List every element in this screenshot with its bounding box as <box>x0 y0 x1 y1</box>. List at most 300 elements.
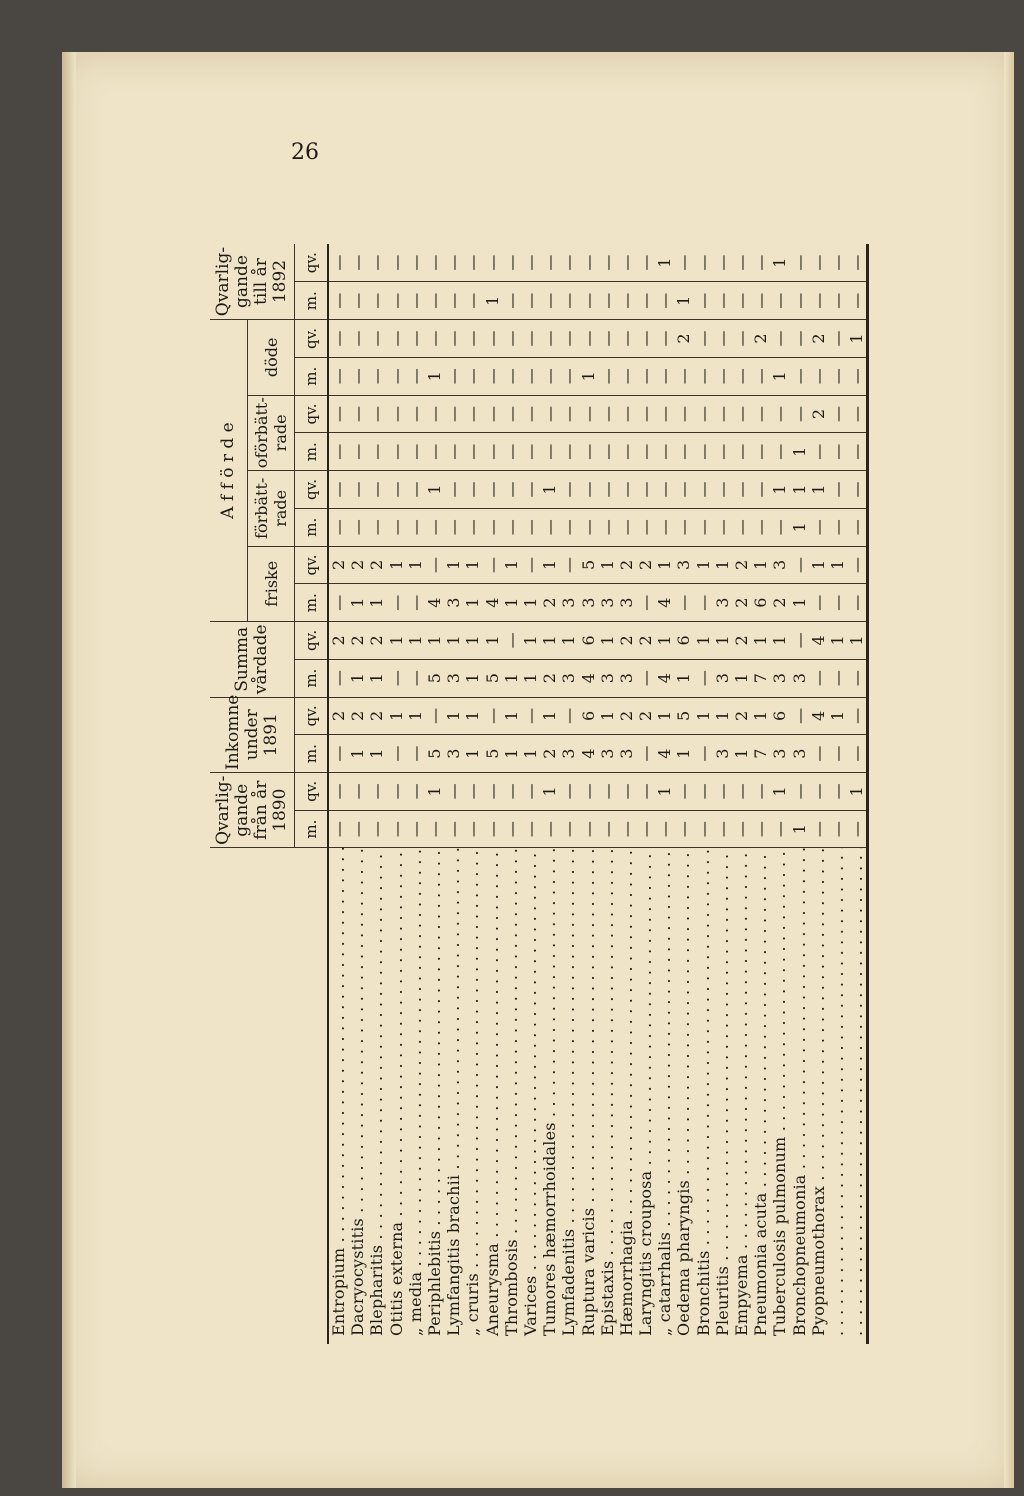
table-cell: 1 <box>502 735 521 773</box>
table-cell: — <box>636 433 655 471</box>
table-cell: 2 <box>367 622 386 660</box>
diagnosis-label: „ cruris <box>463 1273 483 1336</box>
header-diagnosis-blank <box>210 848 328 1344</box>
table-cell: 1 <box>655 546 674 584</box>
table-row <box>463 244 482 1344</box>
table-cell: — <box>694 320 713 358</box>
table-cell: — <box>578 471 597 509</box>
table-cell: — <box>674 773 693 811</box>
table-cell: 2 <box>636 546 655 584</box>
table-cell: 3 <box>617 735 636 773</box>
table-cell: — <box>655 320 674 358</box>
table-cell: — <box>674 471 693 509</box>
table-cell: 1 <box>790 471 809 509</box>
table-cell: — <box>578 320 597 358</box>
table-cell: — <box>521 282 540 320</box>
table-cell: 3 <box>559 735 578 773</box>
table-cell: — <box>598 357 617 395</box>
table-cell: — <box>348 773 367 811</box>
table-cell: — <box>790 244 809 282</box>
table-cell: — <box>406 320 425 358</box>
table-cell: 1 <box>770 244 789 282</box>
table-cell: — <box>540 282 559 320</box>
diagnosis-label: Laryngitis crouposa <box>636 1170 656 1336</box>
diagnosis-label: Lymfangitis brachii <box>444 1174 464 1336</box>
table-cell: — <box>406 357 425 395</box>
table-cell: — <box>713 244 732 282</box>
table-cell: — <box>636 320 655 358</box>
table-cell: 1 <box>770 622 789 660</box>
table-cell: — <box>502 622 521 660</box>
table-cell: — <box>463 395 482 433</box>
table-cell: 1 <box>770 471 789 509</box>
diagnosis-name <box>367 848 386 1344</box>
diagnosis-label: Entropium <box>329 1247 349 1336</box>
table-cell: 1 <box>521 659 540 697</box>
table-cell: — <box>387 433 406 471</box>
unit-m: m. <box>295 433 329 471</box>
table-cell: — <box>809 244 828 282</box>
table-cell: 5 <box>674 697 693 735</box>
unit-m: m. <box>295 735 329 773</box>
table-cell: 1 <box>847 773 868 811</box>
table-cell: — <box>387 320 406 358</box>
table-cell: — <box>406 508 425 546</box>
table-cell: — <box>828 471 847 509</box>
table-cell: — <box>367 471 386 509</box>
table-row <box>348 244 367 1344</box>
table-cell: 7 <box>751 735 770 773</box>
diagnosis-name <box>444 848 463 1344</box>
table-cell: — <box>694 357 713 395</box>
table-cell: — <box>655 433 674 471</box>
diagnosis-name <box>732 848 751 1344</box>
table-cell: — <box>713 282 732 320</box>
table-cell: — <box>828 584 847 622</box>
table-cell: — <box>790 622 809 660</box>
diagnosis-name <box>387 848 406 1344</box>
table-cell: — <box>328 433 348 471</box>
table-cell: — <box>617 244 636 282</box>
table-cell: 2 <box>636 622 655 660</box>
table-cell: — <box>694 471 713 509</box>
table-cell: — <box>540 357 559 395</box>
table-cell: — <box>751 244 770 282</box>
table-cell: — <box>847 659 868 697</box>
table-cell: — <box>674 357 693 395</box>
table-cell: — <box>713 810 732 848</box>
table-cell: — <box>598 773 617 811</box>
table-cell: — <box>770 508 789 546</box>
table-cell: 1 <box>463 697 482 735</box>
table-cell: 1 <box>694 546 713 584</box>
table-cell: 1 <box>502 584 521 622</box>
table-cell: — <box>751 357 770 395</box>
table-cell: — <box>328 320 348 358</box>
table-cell: — <box>425 320 444 358</box>
table-cell: 2 <box>732 584 751 622</box>
table-cell: — <box>598 244 617 282</box>
table-cell: — <box>328 244 348 282</box>
table-cell: — <box>483 471 502 509</box>
table-cell: — <box>694 508 713 546</box>
table-cell: 2 <box>809 320 828 358</box>
table-row <box>559 244 578 1344</box>
table-cell: 2 <box>367 697 386 735</box>
table-cell: 6 <box>751 584 770 622</box>
table-cell: — <box>559 433 578 471</box>
table-cell: — <box>578 433 597 471</box>
table-cell: — <box>540 508 559 546</box>
table-cell: 2 <box>636 697 655 735</box>
table-cell: — <box>828 395 847 433</box>
table-cell: 1 <box>367 659 386 697</box>
diagnosis-name <box>521 848 540 1344</box>
table-cell: 2 <box>540 659 559 697</box>
table-cell: — <box>770 395 789 433</box>
table-cell: — <box>674 244 693 282</box>
table-cell: — <box>751 471 770 509</box>
table-cell: — <box>617 282 636 320</box>
table-cell: 2 <box>732 622 751 660</box>
table-cell: — <box>732 471 751 509</box>
table-cell: — <box>847 735 868 773</box>
table-cell: 3 <box>713 659 732 697</box>
table-cell: — <box>521 471 540 509</box>
table-row <box>483 244 502 1344</box>
table-cell: 3 <box>598 584 617 622</box>
diagnosis-name <box>770 848 789 1344</box>
table-cell: — <box>483 357 502 395</box>
table-cell: — <box>713 395 732 433</box>
table-cell: — <box>713 773 732 811</box>
diagnosis-label: Periphlebitis <box>425 1230 445 1336</box>
diagnosis-name <box>328 848 348 1344</box>
diagnosis-name <box>425 848 444 1344</box>
table-cell: 4 <box>578 735 597 773</box>
table-cell: — <box>406 244 425 282</box>
table-cell: — <box>521 773 540 811</box>
table-cell: — <box>425 508 444 546</box>
table-cell: — <box>444 773 463 811</box>
table-cell: — <box>348 395 367 433</box>
table-cell: — <box>483 320 502 358</box>
page-number: 26 <box>291 140 319 165</box>
diagnosis-label: Empyema <box>732 1254 752 1336</box>
table-cell: 2 <box>348 546 367 584</box>
table-cell: — <box>790 320 809 358</box>
table-cell: 1 <box>790 433 809 471</box>
table-cell: — <box>790 357 809 395</box>
table-row <box>406 244 425 1344</box>
table-cell: — <box>559 810 578 848</box>
table-cell: — <box>809 282 828 320</box>
table-cell: 1 <box>655 244 674 282</box>
table-cell: 1 <box>502 546 521 584</box>
table-cell: 4 <box>809 697 828 735</box>
table-cell: — <box>828 508 847 546</box>
table-cell: — <box>598 282 617 320</box>
table-cell: — <box>578 508 597 546</box>
table-cell: — <box>578 810 597 848</box>
table-cell: — <box>636 244 655 282</box>
table-cell: — <box>483 508 502 546</box>
table-cell: — <box>598 433 617 471</box>
table-cell: — <box>790 282 809 320</box>
diagnosis-name <box>674 848 693 1344</box>
table-cell: — <box>847 357 868 395</box>
table-cell: — <box>444 320 463 358</box>
table-cell: — <box>328 471 348 509</box>
table-cell: 3 <box>617 659 636 697</box>
table-cell: 5 <box>425 735 444 773</box>
table-cell: — <box>847 810 868 848</box>
table-cell: 3 <box>770 735 789 773</box>
table-cell: 1 <box>540 773 559 811</box>
table-cell: — <box>617 395 636 433</box>
table-cell: 2 <box>328 546 348 584</box>
table-cell: — <box>751 773 770 811</box>
table-row <box>694 244 713 1344</box>
table-cell: — <box>367 282 386 320</box>
table-cell: — <box>387 810 406 848</box>
table-cell: — <box>598 320 617 358</box>
table-cell: — <box>367 395 386 433</box>
diagnosis-name <box>694 848 713 1344</box>
diagnosis-label: Pneumonia acuta <box>751 1192 771 1336</box>
table-row <box>444 244 463 1344</box>
table-cell: — <box>790 773 809 811</box>
table-cell: — <box>521 395 540 433</box>
table-cell: — <box>790 395 809 433</box>
table-cell: — <box>847 244 868 282</box>
table-cell: 5 <box>483 735 502 773</box>
table-cell: — <box>598 471 617 509</box>
unit-m: m. <box>295 508 329 546</box>
diagnosis-label: Oedema pharyngis <box>674 1180 694 1336</box>
table-cell: — <box>406 395 425 433</box>
table-cell: — <box>809 659 828 697</box>
table-cell: 1 <box>425 471 444 509</box>
table-cell: — <box>463 508 482 546</box>
table-cell: 3 <box>578 584 597 622</box>
table-cell: 6 <box>578 622 597 660</box>
table-cell: — <box>348 433 367 471</box>
table-cell: 1 <box>598 546 617 584</box>
table-cell: — <box>502 244 521 282</box>
table-cell: 2 <box>617 622 636 660</box>
table-cell: — <box>559 282 578 320</box>
diagnosis-label: Pyopneumothorax <box>808 1185 828 1336</box>
table-cell: — <box>770 810 789 848</box>
table-cell: — <box>809 508 828 546</box>
diagnosis-name <box>502 848 521 1344</box>
table-cell: — <box>483 546 502 584</box>
unit-qv: qv. <box>295 320 329 358</box>
table-row <box>367 244 386 1344</box>
table-row <box>387 244 406 1344</box>
diagnosis-label: Lymfadenitis <box>559 1228 579 1336</box>
table-row <box>655 244 674 1344</box>
table-cell: — <box>425 433 444 471</box>
table-row <box>636 244 655 1344</box>
table-cell: — <box>328 773 348 811</box>
table-row <box>598 244 617 1344</box>
table-cell: — <box>387 282 406 320</box>
diagnosis-name <box>598 848 617 1344</box>
table-cell: — <box>636 471 655 509</box>
table-cell: — <box>770 282 789 320</box>
table-cell: 2 <box>732 697 751 735</box>
diagnosis-name <box>636 848 655 1344</box>
table-cell: — <box>406 773 425 811</box>
table-cell: — <box>847 471 868 509</box>
table-cell: 1 <box>770 357 789 395</box>
table-cell: — <box>502 395 521 433</box>
unit-m: m. <box>295 810 329 848</box>
table-cell: 1 <box>655 622 674 660</box>
table-cell: — <box>521 244 540 282</box>
table-cell: — <box>387 471 406 509</box>
table-cell: — <box>674 584 693 622</box>
table-cell: — <box>732 508 751 546</box>
table-cell: 1 <box>674 659 693 697</box>
table-cell: — <box>444 357 463 395</box>
table-cell: — <box>425 810 444 848</box>
table-cell: — <box>694 810 713 848</box>
table-cell: 3 <box>713 584 732 622</box>
table-cell: — <box>636 282 655 320</box>
table-cell: 1 <box>540 546 559 584</box>
table-cell: — <box>655 508 674 546</box>
table-cell: — <box>713 471 732 509</box>
diagnosis-name <box>713 848 732 1344</box>
table-cell: — <box>809 735 828 773</box>
table-cell: — <box>387 659 406 697</box>
table-cell: 3 <box>598 659 617 697</box>
table-row <box>617 244 636 1344</box>
table-row <box>770 244 789 1344</box>
table-cell: 3 <box>790 735 809 773</box>
table-cell: — <box>444 471 463 509</box>
table-cell: — <box>617 320 636 358</box>
table-cell: — <box>828 735 847 773</box>
table-cell: — <box>655 395 674 433</box>
table-cell: — <box>348 810 367 848</box>
table-row <box>540 244 559 1344</box>
unit-m: m. <box>295 357 329 395</box>
table-cell: — <box>732 244 751 282</box>
table-cell: 4 <box>655 584 674 622</box>
table-cell: — <box>348 357 367 395</box>
table-cell: 1 <box>367 735 386 773</box>
header-friske: friske <box>248 546 295 621</box>
table-cell: — <box>847 546 868 584</box>
diagnosis-label: Pleuritis <box>712 1266 732 1336</box>
table-cell: — <box>444 810 463 848</box>
page-binding-edge <box>62 52 76 1488</box>
table-cell: — <box>540 395 559 433</box>
table-cell: — <box>540 433 559 471</box>
table-cell: 3 <box>770 546 789 584</box>
table-cell: 1 <box>578 357 597 395</box>
table-cell: — <box>847 508 868 546</box>
table-cell: — <box>444 395 463 433</box>
table-cell: 1 <box>348 659 367 697</box>
table-cell: — <box>732 282 751 320</box>
table-cell: 2 <box>328 697 348 735</box>
unit-m: m. <box>295 659 329 697</box>
table-cell: — <box>406 810 425 848</box>
table-cell: — <box>559 508 578 546</box>
table-cell: — <box>809 433 828 471</box>
table-cell: — <box>348 320 367 358</box>
table-cell: 1 <box>751 622 770 660</box>
table-cell: — <box>521 810 540 848</box>
diagnosis-label: Tumores hæmorrhoidales <box>540 1122 560 1336</box>
table-cell: — <box>828 357 847 395</box>
diagnosis-name <box>617 848 636 1344</box>
rotated-table-wrapper <box>210 244 910 1344</box>
diagnosis-label: Hæmorrhagia <box>616 1219 636 1336</box>
unit-m: m. <box>295 584 329 622</box>
table-cell: — <box>348 508 367 546</box>
table-cell: — <box>483 433 502 471</box>
table-cell: — <box>367 773 386 811</box>
table-cell: — <box>463 810 482 848</box>
table-cell: — <box>328 395 348 433</box>
diagnosis-name <box>655 848 674 1344</box>
table-cell: 1 <box>713 622 732 660</box>
table-cell: — <box>559 320 578 358</box>
table-cell: — <box>444 282 463 320</box>
table-cell: 1 <box>713 697 732 735</box>
header-qvar-1892: Qvarlig-gande till år 1892 <box>210 244 295 320</box>
table-cell: — <box>828 773 847 811</box>
diagnosis-name <box>463 848 482 1344</box>
table-cell: — <box>636 773 655 811</box>
table-row <box>847 244 868 1344</box>
diagnosis-name <box>847 848 868 1344</box>
table-cell: — <box>655 471 674 509</box>
table-cell: 1 <box>387 546 406 584</box>
table-cell: — <box>674 395 693 433</box>
diagnosis-name <box>828 848 847 1344</box>
table-cell: — <box>406 735 425 773</box>
table-cell: — <box>483 395 502 433</box>
table-cell: — <box>540 320 559 358</box>
table-cell: 1 <box>406 697 425 735</box>
table-cell: — <box>463 244 482 282</box>
diagnosis-name <box>809 848 828 1344</box>
table-cell: — <box>598 508 617 546</box>
table-cell: — <box>502 320 521 358</box>
table-cell: 1 <box>521 584 540 622</box>
table-cell: — <box>387 735 406 773</box>
table-cell: — <box>790 546 809 584</box>
table-cell: — <box>502 508 521 546</box>
diagnosis-label: Blepharitis <box>367 1244 387 1336</box>
table-cell: 2 <box>751 320 770 358</box>
table-row <box>425 244 444 1344</box>
table-cell: — <box>655 282 674 320</box>
diagnosis-label: Thrombosis <box>501 1239 521 1336</box>
table-cell: 1 <box>387 622 406 660</box>
table-cell: 1 <box>540 471 559 509</box>
table-cell: — <box>348 471 367 509</box>
header-afforde: A f f ö r d e <box>210 320 248 622</box>
table-cell: — <box>348 244 367 282</box>
